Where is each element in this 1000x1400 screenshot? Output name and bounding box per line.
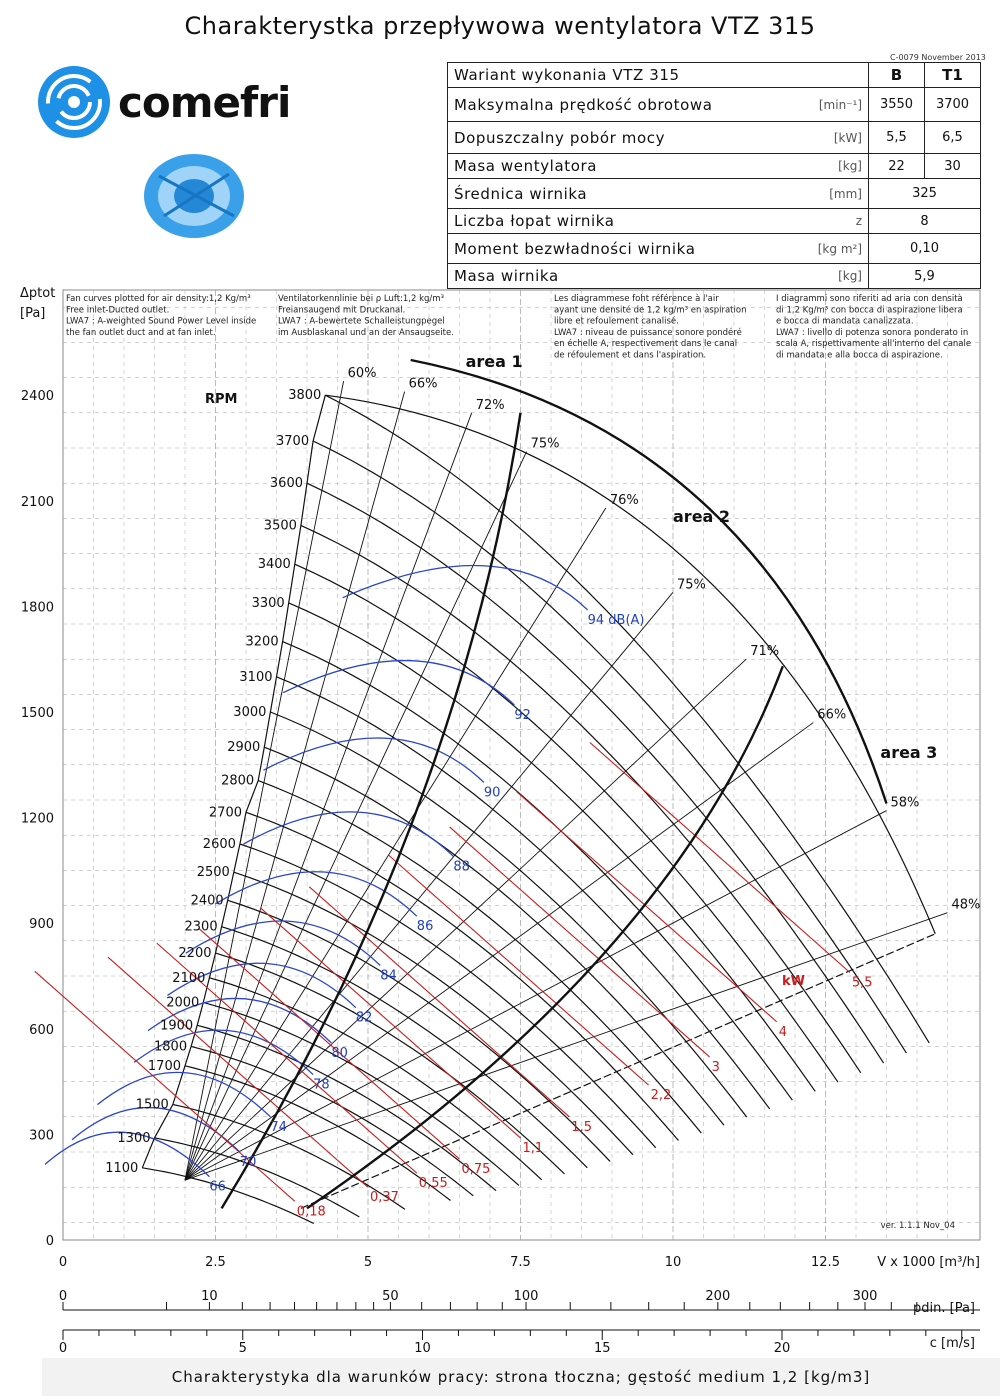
- area-limit-curve: [408, 360, 887, 804]
- sound-level-label: 90: [483, 785, 501, 801]
- sound-level-label: 88: [453, 859, 470, 875]
- rpm-axis-title: RPM: [205, 392, 238, 407]
- speed-curve: [283, 642, 793, 1104]
- efficiency-line: [185, 392, 405, 1180]
- variant-t1-header: T1: [925, 63, 981, 88]
- spec-label: Maksymalna prędkość obrotowa: [448, 88, 807, 122]
- rpm-label: 2200: [178, 946, 212, 962]
- variant-b-header: B: [869, 63, 925, 88]
- spec-value: 8: [869, 209, 981, 234]
- spec-unit: [kW]: [806, 122, 869, 154]
- y-tick-label: 2100: [20, 494, 54, 510]
- rpm-label: 1800: [154, 1039, 188, 1055]
- power-label: 0,37: [370, 1190, 399, 1206]
- sound-level-label: 78: [313, 1077, 330, 1093]
- note-line-it: e bocca di mandata canalizzata.: [776, 316, 914, 327]
- dynamic-pressure-tick-label: 0: [58, 1289, 68, 1304]
- rpm-label: 3100: [239, 669, 273, 685]
- note-line-it: di mandata e alla bocca di aspirazione.: [776, 350, 943, 361]
- spec-value-b: 5,5: [869, 122, 925, 154]
- efficiency-label: 66%: [817, 707, 847, 723]
- spec-value-t1: 3700: [925, 88, 981, 122]
- power-label: 0,75: [461, 1162, 491, 1178]
- power-line: [389, 855, 649, 1085]
- spec-value: 325: [869, 179, 981, 209]
- rpm-label: 2700: [208, 805, 242, 821]
- velocity-tick-label: 0: [58, 1341, 68, 1356]
- sound-level-label: 66: [209, 1179, 226, 1195]
- note-line-fr: LWA7 : niveau de puissance sonore pondéré: [554, 327, 742, 338]
- chart-title: Charakterystka przepływowa wentylatora VTZ 315: [184, 12, 816, 40]
- note-line-de: im Ausblaskanal und an der Ansaugseite.: [278, 327, 454, 338]
- efficiency-label: 48%: [951, 897, 981, 913]
- sound-level-label: 82: [355, 1010, 373, 1026]
- rpm-label: 1300: [117, 1130, 151, 1146]
- rpm-label: 2800: [221, 773, 255, 789]
- efficiency-label: 71%: [750, 644, 780, 660]
- spec-value: 5,9: [869, 264, 981, 289]
- velocity-tick-label: 5: [238, 1341, 247, 1356]
- sound-level-label: 92: [514, 707, 531, 723]
- y-axis-unit: [Pa]: [20, 306, 46, 321]
- chart-grid: [63, 290, 980, 1240]
- spec-unit: [mm]: [806, 179, 869, 209]
- power-label: 0,18: [296, 1204, 326, 1220]
- rpm-label: 3200: [245, 634, 279, 650]
- rpm-label: 2300: [184, 919, 218, 935]
- power-label: 1,5: [571, 1119, 592, 1135]
- rpm-label: 3600: [269, 476, 303, 492]
- rpm-label: 3000: [233, 705, 267, 720]
- velocity-axis-label: c [m/s]: [929, 1336, 975, 1351]
- dynamic-pressure-tick-label: 50: [382, 1289, 399, 1304]
- note-line-en: Fan curves plotted for air density:1,2 Kg/m³: [66, 294, 251, 304]
- area-label: area 2: [673, 506, 731, 526]
- chart-axes: [20, 286, 980, 1356]
- sound-level-curve: [98, 1072, 271, 1116]
- dynamic-pressure-tick-label: 100: [513, 1289, 539, 1304]
- power-line: [261, 908, 521, 1138]
- y-tick-label: 900: [29, 917, 54, 933]
- rpm-label: 2100: [172, 970, 206, 986]
- y-tick-label: 1500: [20, 706, 54, 721]
- note-line-de: LWA7 : A-bewertete Schalleistungpegel: [278, 316, 445, 327]
- note-line-it: scala A, rispettivamente all'interno del canale: [776, 339, 972, 350]
- power-label: 2,2: [650, 1088, 672, 1104]
- footer-conditions: Charakterystyka dla warunków pracy: strona tłoczna; gęstość medium 1,2 [kg/m3]: [42, 1358, 1000, 1396]
- note-line-en: LWA7 : A-weighted Sound Power Level inside: [66, 316, 257, 327]
- power-label: 5,5: [851, 975, 873, 991]
- power-label: 3: [711, 1059, 720, 1075]
- spec-label: Masa wirnika: [448, 264, 807, 289]
- sound-level-label: 84: [380, 968, 397, 984]
- y-tick-label: 2400: [20, 389, 54, 405]
- document-reference: C-0079 November 2013: [890, 53, 986, 62]
- rpm-label: 3700: [276, 433, 310, 449]
- sound-level-label: 70: [239, 1155, 257, 1170]
- spec-unit: z: [806, 209, 869, 234]
- note-line-it: I diagrammi sono riferiti ad aria con densità: [776, 294, 963, 304]
- efficiency-label: 58%: [890, 795, 920, 811]
- x-tick-label: 2.5: [205, 1255, 226, 1270]
- spec-unit: [min⁻¹]: [806, 88, 869, 122]
- rpm-label: 2000: [166, 995, 200, 1011]
- spec-label: Moment bezwładności wirnika: [448, 234, 807, 264]
- efficiency-line: [185, 413, 472, 1180]
- power-line: [517, 792, 777, 1022]
- power-unit-label: kW: [782, 974, 805, 989]
- dynamic-pressure-tick-label: 10: [201, 1289, 218, 1304]
- x-tick-label: 5: [363, 1255, 373, 1270]
- spec-value: 0,10: [869, 234, 981, 264]
- x-tick-label: 12.5: [811, 1255, 840, 1270]
- rpm-label: 3800: [288, 388, 322, 404]
- y-tick-label: 0: [45, 1234, 54, 1249]
- speed-curve: [313, 441, 906, 1053]
- dynamic-pressure-tick-label: 300: [852, 1289, 878, 1304]
- note-line-it: di 1,2 Kg/m³ con bocca di aspirazione libera: [776, 305, 963, 316]
- spec-unit: [kg m²]: [806, 234, 869, 264]
- velocity-tick-label: 20: [773, 1341, 791, 1356]
- spec-value-b: 22: [869, 154, 925, 179]
- note-line-fr: en échelle A, respectivement dans le canal: [554, 339, 738, 350]
- rpm-label: 3400: [257, 557, 291, 573]
- spec-label: Dopuszczalny pobór mocy: [448, 122, 807, 154]
- logo-text: comefri: [118, 78, 291, 127]
- power-label: 1,1: [522, 1140, 544, 1156]
- speed-curve: [301, 525, 861, 1072]
- sound-level-label: 94 dB(A): [587, 612, 645, 628]
- spec-unit: [kg]: [806, 154, 869, 179]
- sound-level-label: 74: [270, 1119, 287, 1135]
- y-tick-label: 300: [29, 1128, 54, 1144]
- efficiency-label: 66%: [408, 376, 438, 392]
- rpm-label: 2900: [227, 740, 261, 756]
- note-line-fr: ayant une densité de 1,2 kg/m³ en aspiration: [554, 305, 747, 316]
- note-line-fr: de réfoulement et dans l'aspiration.: [554, 350, 707, 361]
- area-label: area 1: [465, 352, 523, 372]
- speed-curve: [216, 953, 565, 1174]
- efficiency-label: 75%: [530, 436, 560, 452]
- efficiency-line: [185, 381, 344, 1180]
- spec-value-b: 3550: [869, 88, 925, 122]
- dynamic-pressure-tick-label: 200: [705, 1289, 731, 1304]
- speed-curve: [234, 872, 633, 1154]
- rpm-label: 2600: [202, 837, 236, 852]
- sound-level-label: 80: [331, 1045, 348, 1061]
- power-label: 4: [778, 1024, 787, 1040]
- rpm-label: 1500: [135, 1097, 169, 1113]
- spec-label: Masa wentylatora: [448, 154, 807, 179]
- y-axis-label: Δptot: [20, 286, 56, 301]
- power-line: [450, 827, 710, 1057]
- velocity-tick-label: 15: [593, 1341, 611, 1356]
- note-line-it: LWA7 : livello di potenza sonora ponderato in: [776, 327, 969, 338]
- speed-curve: [264, 747, 724, 1125]
- spec-label: Wariant wykonania VTZ 315: [448, 63, 807, 88]
- version-label: ver. 1.1.1 Nov_04: [880, 1221, 955, 1231]
- max-speed-envelope: [325, 395, 938, 934]
- spec-value-t1: 6,5: [925, 122, 981, 154]
- spec-unit: [kg]: [806, 264, 869, 289]
- rpm-label: 3300: [251, 595, 285, 611]
- note-line-fr: Les diagrammese foht référence à l'air: [554, 294, 719, 304]
- x-tick-label: 7.5: [510, 1255, 531, 1270]
- efficiency-line: [185, 811, 887, 1181]
- rpm-label: 1100: [105, 1160, 139, 1176]
- area-label: area 3: [880, 742, 938, 762]
- sound-level-label: 86: [416, 919, 434, 935]
- rpm-label: 2400: [190, 893, 224, 909]
- x-tick-label: 10: [664, 1255, 682, 1270]
- rpm-label: 2500: [196, 865, 230, 881]
- note-line-en: Free inlet-Ducted outlet.: [66, 305, 170, 316]
- sound-level-curve: [244, 812, 454, 856]
- y-tick-label: 600: [29, 1022, 54, 1038]
- note-line-fr: libre et refoulement canalisé.: [554, 316, 679, 327]
- efficiency-label: 76%: [609, 492, 639, 508]
- y-tick-label: 1800: [20, 600, 54, 616]
- efficiency-line: [185, 508, 606, 1180]
- note-line-en: the fan outlet duct and at fan inlet.: [66, 327, 216, 338]
- dynamic-pressure-axis-label: pdin. [Pa]: [913, 1301, 975, 1316]
- note-line-de: Freiansaugend mit Druckanal.: [278, 305, 406, 316]
- power-label: 0,55: [418, 1176, 448, 1192]
- efficiency-label: 60%: [347, 366, 377, 382]
- x-tick-label: 0: [58, 1255, 68, 1270]
- rpm-label: 3500: [263, 518, 297, 534]
- velocity-tick-label: 10: [414, 1341, 431, 1356]
- rpm-label: 1900: [160, 1018, 194, 1034]
- rpm-label: 1700: [147, 1058, 181, 1074]
- spec-label: Liczba łopat wirnika: [448, 209, 807, 234]
- sound-level-curve: [215, 872, 416, 916]
- efficiency-label: 75%: [677, 577, 706, 593]
- power-line: [309, 887, 569, 1117]
- spec-label: Średnica wirnika: [448, 179, 807, 209]
- y-tick-label: 1200: [20, 811, 54, 827]
- x-axis-label: V x 1000 [m³/h]: [877, 1255, 980, 1270]
- spec-value-t1: 30: [925, 154, 981, 179]
- efficiency-label: 72%: [475, 397, 505, 413]
- note-line-de: Ventilatorkennlinie bei ρ Luft:1,2 kg/m³: [278, 294, 444, 304]
